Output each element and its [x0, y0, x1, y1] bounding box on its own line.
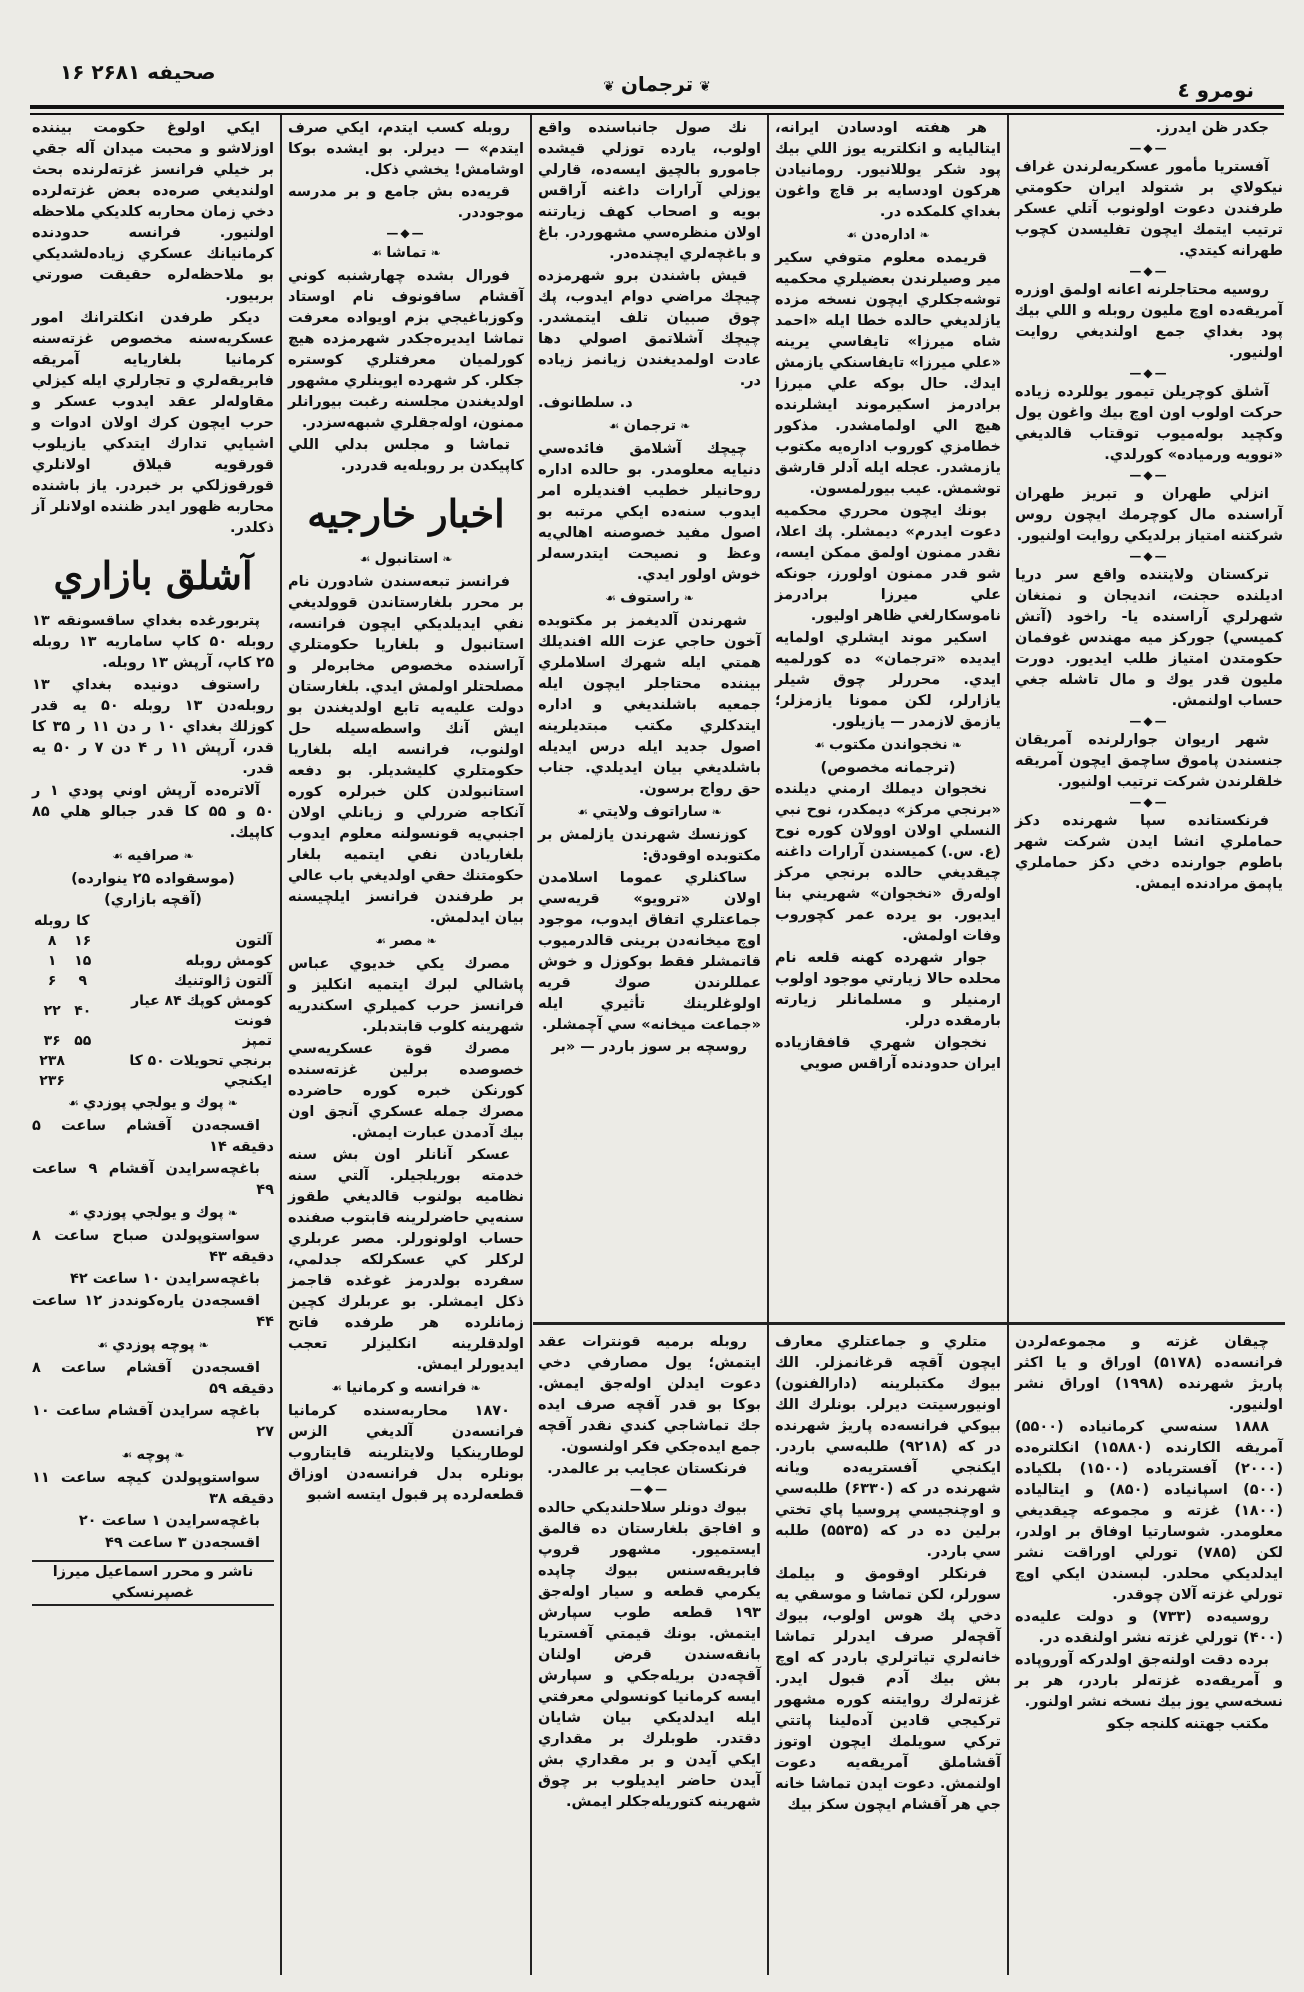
article-paragraph: آشلق كوچريلن تيمور يوللرده زياده حركت اولوب اون اوچ بيك واغون يول وكچيد بوله‌ميوب توقتاب قالديغي «نوويه ورمياده» كورلدي. — [1015, 384, 1283, 463]
table-cell: ۵۵ — [74, 1033, 92, 1049]
table-row — [32, 991, 274, 1031]
section-subheading: (آقچه بازاري) — [104, 892, 202, 908]
table-cell: ۱۶ — [74, 933, 92, 949]
table-row — [32, 1071, 274, 1091]
article-paragraph: قريمده معلوم متوفي سكير مير وصيلرندن بعضيلري محكميه توشه‌جكلري ايچون نسخه مزده يازلديغي حالده خطا ايله «احمد شاه ميرزا» تايفاسي يرينه «علي ميرزا» تايفاسنكي يازمش ايدك. حال بوكه علي ميرزا برادرمز اسكيرموند ايشلرنده هيچ الي اولمامشدر. مذكور خطامزي كوروب اداره‌يه مكتوب يازمشدر. عجله ايله آدلر قارشق توشمش. عيب بيورلمسون. — [775, 250, 1001, 497]
table-cell: آلتون ژالوتنيك — [174, 973, 272, 989]
article-paragraph: فرنكلر اوقومق و بيلمك سورلر، لكن تماشا و موسقي يه دخي پك هوس اولوب، بيوك آقچه‌لر صرف ايدرلر تماشا خانه‌لري تياترلري باردر كه اوچ بش بيك آدم قبول ايدر. غزته‌لرك روايتنه كوره مشهور تركيجي قادين آده‌لينا پاتتي تركي سويلمك ايچون اوتوز آقشاملق آمريقه‌يه دعوت اولنمش. دعوت ايدن تماشا خانه جي هر آقشام ايچون سكز بيك — [775, 1566, 1001, 1813]
table-cell: كومش كوپك ۸۴ عيار فونت — [131, 993, 272, 1029]
table-cell: ۶ — [47, 973, 57, 989]
table-cell: ۲۲ — [43, 1003, 61, 1019]
section-heading: ❧ صرافيه ☙ — [32, 846, 274, 867]
table-cell: آلتون — [235, 933, 272, 949]
ornament-divider-icon: —◆— — [1129, 264, 1169, 278]
table-cell — [72, 1071, 93, 1091]
table-cell: ۲۳۸ — [39, 1053, 65, 1069]
column-2-top — [775, 118, 1001, 1076]
masthead-title-text: ترجمان — [620, 72, 694, 96]
table-row — [32, 931, 274, 951]
article-paragraph: كوزنسك شهرندن يازلمش بر مكتوبده اوقودق: — [538, 827, 761, 864]
article-paragraph: ديكر طرفدن انكلترانك امور عسكريه‌سنه مخصوص غزته‌سنه كرمانيا بلغاريايه آمريقه فابريقه‌لري و تجارلري ايله كيزلي مقاوله‌لر عقد ايدوب عسكر و حرب ايچون كرك اولان ادوات و اشيايي تدارك ايتدكي يازيلوب قورقويه قيلاق اولانلري قورقوزلكي بر خبردر. ياز باشنده محاربه ظهور ايدر ظننده اولانلر آز ذكلدر. — [32, 310, 274, 536]
article-paragraph: بيوك دونلر سلاحلنديكي حالده و افاجق بلغارستان ده قالمق ايستميور. مشهور قروپ فابريقه‌سنس بيوك چاپده يكرمي قطعه و سيار اوله‌جق ۱۹۳ قطعه طوب سپارش ايتمش. بونك قيمتي آفستريا بانقه‌سندن قرض اولنان آقچه‌دن بريله‌جكي و سپارش ايسه كرمانيا كونسولي معرفتي ايله ايدلديكي بيان شايان دقتدر. طوبلرك بر مقداري ايكي آيدن و بر مقداري بش آيدن حاضر ايديلوب بر چوق شهرينه كتوريله‌جكلر ايمش. — [538, 1500, 761, 1810]
section-heading: ❧ تماشا ☙ — [288, 243, 524, 264]
article-paragraph: چيچك آشلامق فائده‌سي دنيايه معلومدر. بو حالده اداره روحانيلر خطيب افنديلره امر ايدوب سنه‌ده ايكي مرتبه بو اصول مفيد خصوصنه اهالي‌يه وعظ و نصيحت ايتدرسه‌لر خوش اولور ايدي. — [538, 441, 761, 583]
publisher-footer: ناشر و محرر اسماعيل ميرزا غصپرنسكي — [32, 1560, 274, 1606]
table-cell: ايكنجي — [223, 1073, 272, 1089]
ornament-icon: ❦ — [699, 79, 711, 95]
article-paragraph: روبله كسب ايتدم، ايكي صرف ايتدم» — ديرلر. بو ايشده بوكا اوشامش! يخشي ذكل. — [288, 120, 524, 178]
article-paragraph: فرانسز تبعه‌سندن شادورن نام بر محرر بلغارستاندن قوولديغي نفي ايديلديكي ايچون فرانسه، استانبول و بلغاريا حكومتلري آراسنده مخصوص مخابره‌لر و مصلحتلر اولمش ايدي. بلغارستان دولت عليه‌يه تابع اولديغندن بو ايش آنك واسطه‌سيله حل اولنوب، فرانسه ايله بلغاريا حكومتلري كليشديلر. بو دفعه استانبولدن كلن خبرلره كوره آنكاجه ضررلي و زيانلي اولان اجنبي‌يه قونسولنه معلوم ايدوب بلغاريادن نفي ايتميه بلغار حكومتنك حقي اولديغي باب عالي بر طرفندن فرانسز ايلچيسنه بيان ايدلمش. — [288, 574, 524, 926]
article-paragraph: مكتب جهتنه كلنجه جكو — [1107, 1716, 1269, 1732]
article-paragraph: ساكنلري عموما اسلامدن اولان «ترويو» قريه‌سي جماعتلري اتفاق ايدوب، موجود اوچ ميخانه‌دن برينى قالدرميوب قاتمشلر فقط بوكوزل و خوش عمللرندن صوك قريه اولوغلرينك تأثيري ايله «جماعت ميخانه» سي آچمشلر. — [538, 870, 761, 1033]
article-paragraph: ۱۸۸۸ سنه‌سي كرمانياده (۵۵۰۰) آمريقه الكارنده (۱۵۸۸۰) انكلتره‌ده (۲۰۰۰) آفستريا‌ده (۱۵۰۰) بلكياده (۵۰۰) اسپانياده (۸۵۰) و ايتاليا‌ده (۱۸۰۰) غزته و مجموعه چيقديغي معلومدر. شوسارتيا اوفاق بر اولدر، لكن (۷۸۵) تورلي اوراقت نشر ايدلديكي محلدر. لبسندن ايكي اوچ تورلي غزته آلان چوقدر. — [1015, 1419, 1283, 1603]
article-paragraph: اقسجه‌دن ياره‌كونددز ۱۲ ساعت ۴۴ — [32, 1293, 274, 1330]
section-subheading: (ترجمانه مخصوص) — [820, 760, 956, 776]
ornament-divider-icon: —◆— — [1129, 714, 1169, 728]
article-paragraph: مصرك يكي خديوي عباس پاشالي لبرك ايتميه انكليز و فرانسز حرب كميلري اسكندريه شهرينه كلوب قابتدبلر. — [288, 956, 524, 1035]
section-heading: ❧ ترجمان ☙ — [538, 416, 761, 437]
ornament-divider-icon: —◆— — [1129, 366, 1169, 380]
article-paragraph: چيقان غزته و مجموعه‌لردن فرانسه‌ده (۵۱۷۸) اوراق و يا اكثر پاريژ شهرنده (۱۹۹۸) اوراق نشر اولنيور. — [1015, 1334, 1283, 1413]
article-paragraph: برده دقت اولنه‌جق اولدركه آوروپاده و آمريقه‌ده غزته‌لر باردر، هر بر نسخه‌سي يوز بيك نسخه نشر اولنور. — [1015, 1652, 1283, 1710]
table-row — [32, 971, 274, 991]
table-cell: كومش روبله — [185, 953, 272, 969]
page-headline: اخبار خارجيه — [307, 491, 505, 536]
section-heading: ❧ پوچه پوزدي ☙ — [32, 1335, 274, 1356]
masthead-title — [597, 72, 717, 96]
ornament-divider-icon: —◆— — [1129, 549, 1169, 563]
newspaper-header — [30, 60, 1284, 100]
column-2-bottom — [775, 1332, 1001, 1817]
article-paragraph: آفستريا مأمور عسكريه‌لرندن غراف نيكولاي بر شتولد ايران حكومتي طرفندن دعوت اولونوب آتلي عسكر ترتيب ايتمك ايچون تفليسدن كچوب طهرانه كيتدي. — [1015, 159, 1283, 259]
ornament-divider-icon: —◆— — [1129, 795, 1169, 809]
column-divider — [530, 115, 532, 1975]
column-1-bottom — [1015, 1332, 1283, 1736]
article-paragraph: شهرندن آلديغمز بر مكتوبده آخون حاجي عزت الله افنديلك همتي ايله شهرك اسلاملري بيننده محتاجلر ايچون ايله جمعيه باشلنديغي و اداره ايتدكلري مكتب مبتديلرينه اصول جديد ايله درس ايديله باشلديغي بيان ايديلدي. جناب حق رواج برسون. — [538, 613, 761, 797]
article-paragraph: اقسجه‌دن آقشام ساعت ۸ دقيقه ۵۹ — [32, 1360, 274, 1397]
ornament-icon: ❦ — [603, 79, 615, 95]
table-cell — [72, 1051, 93, 1071]
article-paragraph: اسكير موند ايشلري اولمايه ايديده «ترجمان» ده كورلميه ايدي. محررلر چوق شيلر يازارلر، لكن ممونا يازمزلر؛ يازمق لازمدر — يازيلور. — [775, 630, 1001, 730]
table-cell: ۸ — [47, 933, 57, 949]
article-paragraph: سواستوپولدن صباح ساعت ۸ دقيقه ۴۳ — [32, 1228, 274, 1265]
section-heading: ❧ پوچه ☙ — [32, 1445, 274, 1466]
article-paragraph: فرنكستانده سپا شهرنده دكز حماملري انشا ايدن شركت شهر باطوم جوارنده دخي دكز حماملري ياپمق مرادنده ايمش. — [1015, 813, 1283, 892]
table-cell: ۱ — [47, 953, 57, 969]
section-heading: ❧ مصر ☙ — [288, 931, 524, 952]
section-heading: ❧ استانبول ☙ — [288, 549, 524, 570]
column-4 — [288, 118, 524, 1507]
section-heading: ❧ فرانسه و كرمانيا ☙ — [288, 1378, 524, 1399]
table-row — [32, 1051, 274, 1071]
ornament-divider-icon: —◆— — [386, 226, 426, 240]
table-cell: كا — [76, 913, 90, 929]
exchange-rate-table — [32, 911, 274, 1091]
article-paragraph: جكدر ظن ايدرز. — [1155, 120, 1269, 136]
page-headline: آشلق بازاري — [53, 553, 253, 598]
article-paragraph: آلاتره‌ده آرپش اوني پودي ۱ ر ۵۰ و ۵۵ كا قدر جبالو هلي ۸۵ كاپيك. — [32, 783, 275, 841]
issue-number: نومرو ٤ — [1177, 78, 1254, 102]
table-cell: روبله — [34, 913, 71, 929]
table-cell: ۲۳۶ — [39, 1073, 65, 1089]
section-subheading: (موسقواده ۲۵ ينوارده) — [71, 871, 235, 887]
article-paragraph: جوار شهرده كهنه قلعه نام محلده حالا زيارتي موجود اولوب ارمنيلر و مسلمانلر زيارته بارمقده درلر. — [775, 950, 1001, 1029]
table-row — [32, 1031, 274, 1051]
column-divider — [1007, 115, 1009, 1975]
table-row — [32, 951, 274, 971]
article-paragraph: مصرك قوة عسكريه‌سي خصوصده برلين غزته‌سنده كورنكن خبره كوره حاضرده مصرك جمله عسكري آنجق اون بيك آدمدن عبارت ايمش. — [288, 1041, 524, 1141]
article-paragraph: فورال بشده چهارشنبه كوني آقشام سافونوف نام اوستاد وكوزباغيجي بزم اويواده معرفت تماشا ايديره‌جكدر شهرمزده هيچ كورلميان معرفتلري كوستره جكلر. كر شهرده ايوينلري مشهور اولديغندن مجلسنه رغبت بيورانلر ممنون، اوله‌جقلري شبهه‌سزدر. — [288, 268, 524, 431]
article-paragraph: باغچه‌سرايدن آقشام ۹ ساعت ۴۹ — [32, 1161, 274, 1198]
table-cell: ۴۰ — [74, 1003, 92, 1019]
article-paragraph: انزلي طهران و تبريز طهران آراسنده مال كوچرمك ايچون روس شركتنه امتياز برلديكي روايت اولنيور. — [1015, 486, 1283, 544]
table-row — [32, 911, 274, 931]
article-paragraph: باغچه‌سرايدن ۱ ساعت ۲۰ — [78, 1513, 260, 1529]
article-paragraph: باغچه سرايدن آقشام ساعت ۱۰ ۲۷ — [32, 1403, 274, 1440]
author-signature: د. سلطانوف. — [538, 395, 633, 411]
section-heading: ❧ پوك و يولجي پوزدي ☙ — [32, 1203, 274, 1224]
column-divider — [767, 115, 769, 1975]
table-cell: تمپز — [242, 1033, 272, 1049]
article-paragraph: اقسجه‌دن آقشام ساعت ۵ دقيقه ۱۴ — [32, 1118, 274, 1155]
article-paragraph: روبله برميه قونترات عقد ايتمش؛ يول مصارفي دخي دعوت ايدلن اوله‌جق ايمش. بوكا بو قدر آقچه صرف ايده جك تماشاجي كندي نقدر آقچه جمع ايده‌جكي فكر اولنسون. — [538, 1334, 761, 1455]
article-paragraph: سواستوپولدن كيچه ساعت ۱۱ دقيقه ۳۸ — [32, 1470, 274, 1507]
article-paragraph: روسيه محتاجلرنه اعانه اولمق اوزره آمريقه‌ده اوچ مليون روبله و اللي بيك پود بغداي جمع اولنديغي روايت اولنيور. — [1015, 282, 1283, 361]
article-paragraph: باغچه‌سرايدن ۱۰ ساعت ۴۲ — [69, 1271, 260, 1287]
column-divider — [280, 115, 282, 1975]
table-cell: ۱۵ — [74, 953, 92, 969]
table-cell: برنجي تحويلات ۵۰ كا — [129, 1053, 272, 1069]
article-paragraph: شهر اريوان جوارلرنده آمريقان جنسندن پاموق ساچمق ايچون آمريقه خلقلرندن شركت ترتيب اولنيور. — [1015, 732, 1283, 790]
ornament-divider-icon: —◆— — [1129, 468, 1169, 482]
article-paragraph: روسيه‌ده (۷۳۳) و دولت عليه‌ده (۴۰۰) تورلي غزته نشر اولنقده در. — [1015, 1609, 1283, 1646]
section-heading: ❧ اداره‌دن ☙ — [775, 225, 1001, 246]
column-5 — [32, 118, 274, 1606]
column-1-top — [1015, 118, 1283, 896]
table-cell: ۹ — [78, 973, 88, 989]
column-3-bottom — [538, 1332, 761, 1814]
article-paragraph: روسچه بر سوز باردر — «بر — [551, 1039, 747, 1055]
article-paragraph: فرنكستان عجايب بر عالمدر. — [547, 1461, 747, 1477]
article-paragraph: متلري و جماعتلري معارف ايچون آقچه قرغانمزلر. الك بيوك مكتبلرينه (دارالفنون) اونيورسيتت ديرلر. بونلرك الك بيوكي فرانسه‌ده پاريژ شهرنده در كه (۹۲۱۸) طلبه‌سي باردر. ايكنجي آفستريه‌ده ويانه شهرنده در كه (۶۳۳۰) طلبه‌سي و اوچنجيسي پروسيا پاي تختي برلين ده در كه (۵۵۳۵) طلبه سي باردر. — [775, 1334, 1001, 1560]
article-paragraph: بونك ايچون محرري محكميه دعوت ايدرم» ديمشلر. پك اعلا، نقدر ممنون اولمق ممكن ايسه، شو قدر ممنون اولورز، جونكه علي ميرزا برادرمز ناموسكارلغي ظاهر اوليور. — [775, 503, 1001, 624]
article-paragraph: ايكي اولوغ حكومت بيننده اوزلاشو و محبت ميدان آله جقي بر خيلي فرانسز غزته‌لرنده بحث اولنديغي صره‌ده بعض غزته‌لرده دخي زمان محاربه كلديكي ملاحظه اولنيور. فرانسه حدودنده كرمانيانك عسكري زياده‌لشديكي بو ملاحظه‌لره حقيقت صورتي بربيور. — [32, 120, 274, 304]
article-paragraph: تركستان ولايتنده واقع سر دريا اديلنده حجنت، انديجان و نمنغان شهرلري آراسنده يا- راخود (آتش كميسي) جوركز ميه مهندس غوفمان حكومتدن امتياز طلب ايديور. دورت مليون قدر يوك و مال تاشله جغي حساب اولنمش. — [1015, 567, 1283, 709]
page-number: صحيفه ۲۶۸۱ ۱۶ — [60, 60, 216, 84]
section-heading: ❧ راستوف ☙ — [538, 588, 761, 609]
article-paragraph: عسكر آنانلر اون بش سنه خدمته بوريلجيلر. آلتي سنه نظاميه بولنوب قالديغي طقوز سنه‌يي حاضرلرينه قابتوب صفنده حساب اولونورلر. مصر عربلري لركلر كي عسكرلكه جدلمي، سفرده بولدرمز غوغده قاجمز ذكل ايمشلر. بو عربلرك كچين زمانلرده هر طرفده فاتح اولدقلرينه انكليزلر تعجب ايديورلر ايمش. — [288, 1147, 524, 1373]
table-cell — [93, 911, 274, 931]
article-paragraph: نخجوان شهري قافقازياده ايران حدودنده آراقس صويي — [775, 1035, 1001, 1072]
article-paragraph: قيش باشندن برو شهرمزده چيچك مراضي دوام ايدوب، پك چوق صبيان تلف ايتمشدر. چيچك آشلاتمق اصولي دها عادت اولمديغندن زيانمز زياده در. — [538, 268, 761, 389]
article-paragraph: تماشا و مجلس بدلي اللي كاپيكدن بر روبله‌يه قدردر. — [288, 437, 524, 474]
section-heading: ❧ پوك و يولجي پوزدي ☙ — [32, 1093, 274, 1114]
ornament-divider-icon: —◆— — [1129, 141, 1169, 155]
article-paragraph: نك صول جانباسنده واقع اولوب، يارده توزلي قيشده جامورو بالچيق ايسه‌ده، قارلي يوزلي آرارات داغنه آراقس بويه و اصحاب كهف زيارتنه اولان منظره‌سي مشهوردر. باغ و باغچه‌لري ايچنده‌در. — [538, 120, 761, 262]
section-heading: ❧ ساراتوف ولايتي ☙ — [538, 802, 761, 823]
article-paragraph: قريه‌ده بش جامع و بر مدرسه موجوددر. — [288, 184, 524, 221]
article-paragraph: هر هفته اودسادن ايرانه، ايتاليايه و انكلتريه يوز اللي بيك پود شكر يوللانيور. رومانيادن هركون اودسايه بر قاچ واغون بغداي كلمكده در. — [775, 120, 1001, 220]
table-cell: ۳۶ — [43, 1033, 61, 1049]
article-paragraph: اقسجه‌دن ۳ ساعت ۴۹ — [105, 1535, 260, 1551]
article-paragraph: راستوف دونيده بغداي ۱۳ روبله‌دن ۱۳ روبله ۵۰ يه قدر كوزلك بغداي ۱۰ ر دن ۱۱ ر ۳۵ كا قدر، آرپش ۱۱ ر ۴ دن ۷ ر ۵۰ يه قدر. — [32, 677, 274, 777]
section-divider — [533, 1322, 1285, 1325]
article-paragraph: پتربورغده بغداي ساقسونقه ۱۳ روبله ۵۰ كاپ ساماريه ۱۳ روبله ۲۵ كاپ، آرپش ۱۳ روبله. — [32, 613, 274, 671]
header-rule — [30, 105, 1284, 115]
article-paragraph: ۱۸۷۰ محاربه‌سنده كرمانيا فرانسه‌دن آلديغي الزس لوطارينكيا ولايتلرينه قايتاروب بونلره بدل فرانسه‌دن اوزاق قطعه‌لرده پر قبول ايتسه اشبو — [288, 1403, 524, 1503]
section-heading: ❧ نخجواندن مكتوب ☙ — [775, 735, 1001, 756]
article-paragraph: نخجوان ديملك ارمني ديلنده «برنجي مركز» ديمكدر، نوح نبي النسلي اولان اوولان كوره نوح (ع. س.) كميسندن آرارات داغنه چيقديغي حالده برنجي مركز اوله‌رق «نخجوان» شهريني بنا ايديور. بو يرده عمر كچوروب وفات اولمش. — [775, 781, 1001, 944]
column-3-top — [538, 118, 761, 1059]
ornament-divider-icon: —◆— — [629, 1482, 670, 1496]
